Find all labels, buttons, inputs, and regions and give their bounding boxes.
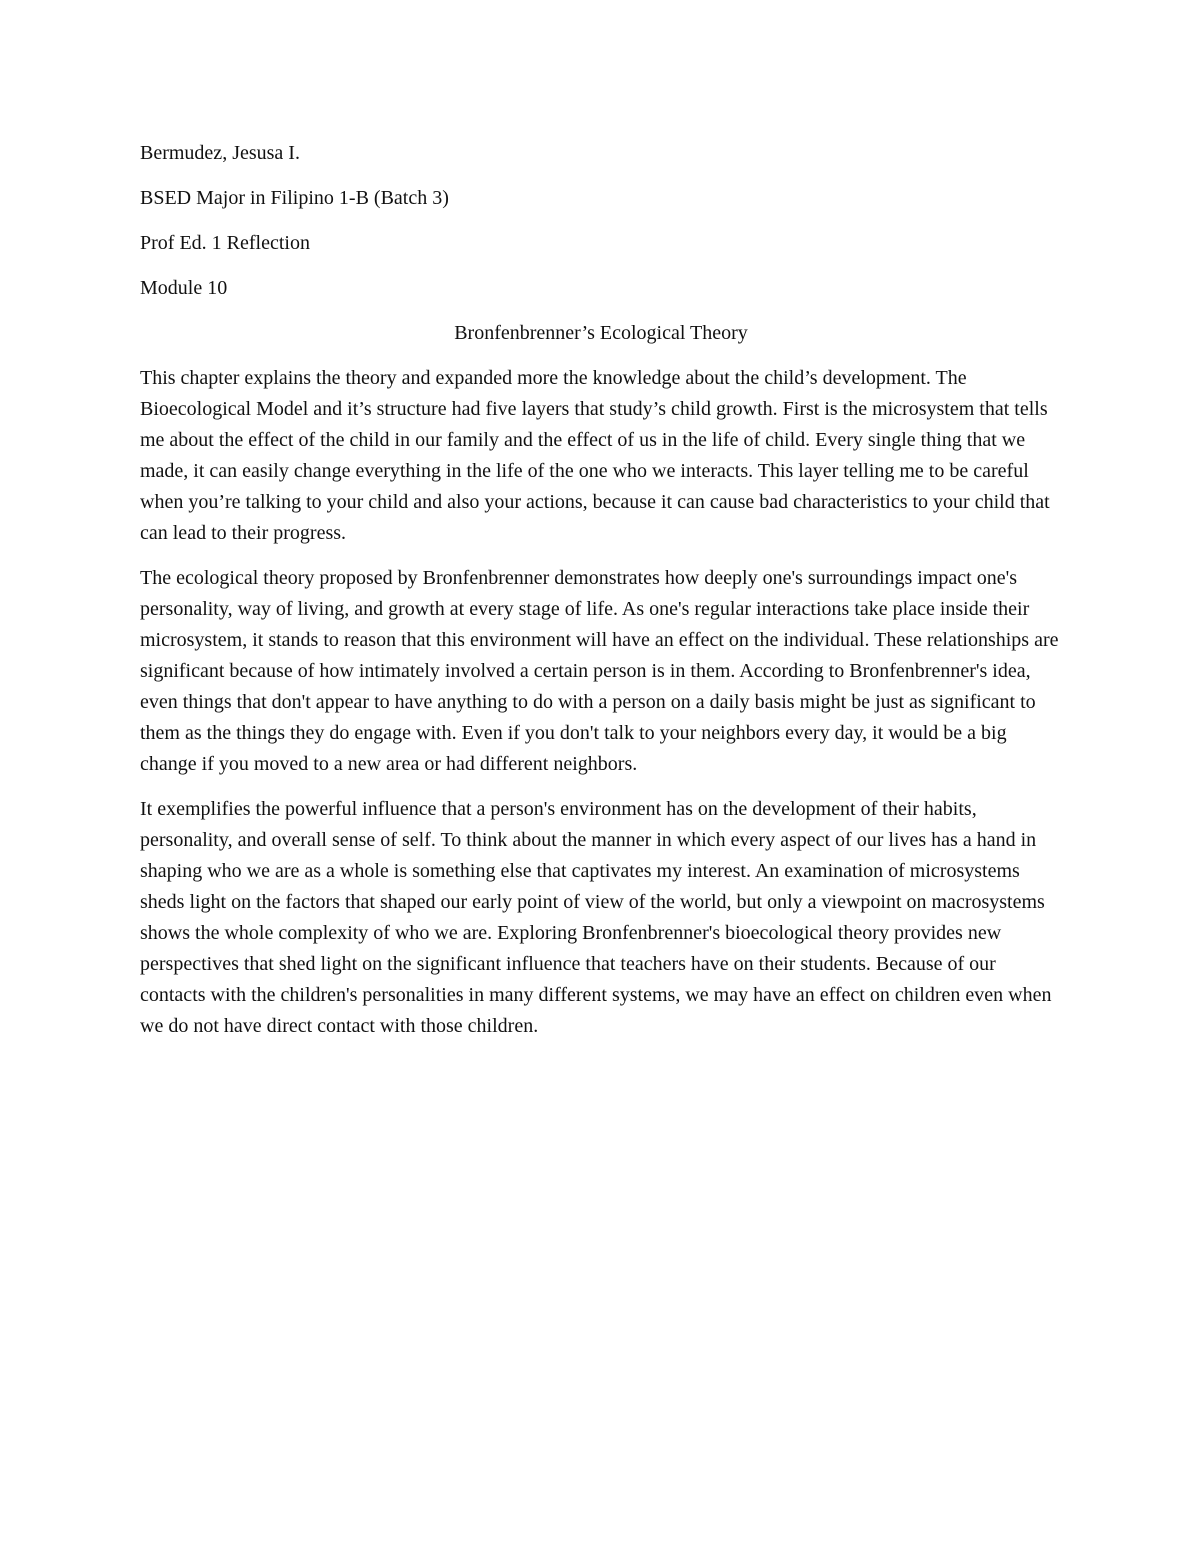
document-body [140, 138, 1062, 1056]
document-title: Bronfenbrenner’s Ecological Theory [454, 322, 748, 344]
paragraph-3: It exemplifies the powerful influence that a person's environment has on the development of their habits, personality, and overall sense of self. To think about the manner in which every aspect of our lives has a hand in shaping who we are as a whole is something else that captivates my interest. An examination of microsystems sheds light on the factors that shaped our early point of view of the world, but only a viewpoint on macrosystems shows the whole complexity of who we are. Exploring Bronfenbrenner's bioecological theory provides new perspectives that shed light on the significant influence that teachers have on their students. Because of our contacts with the children's personalities in many different systems, we may have an effect on children even when we do not have direct contact with those children. [140, 798, 1052, 1037]
paragraph-2: The ecological theory proposed by Bronfenbrenner demonstrates how deeply one's surroundings impact one's personality, way of living, and growth at every stage of life. As one's regular interactions take place inside their microsystem, it stands to reason that this environment will have an effect on the individual. These relationships are significant because of how intimately involved a certain person is in them. According to Bronfenbrenner's idea, even things that don't appear to have anything to do with a person on a daily basis might be just as significant to them as the things they do engage with. Even if you don't talk to your neighbors every day, it would be a big change if you moved to a new area or had different neighbors. [140, 567, 1059, 775]
module-line: Module 10 [140, 277, 228, 299]
subject-line: Prof Ed. 1 Reflection [140, 232, 310, 254]
author-name: Bermudez, Jesusa I. [140, 142, 300, 164]
course-line: BSED Major in Filipino 1-B (Batch 3) [140, 187, 449, 209]
paragraph-1: This chapter explains the theory and expanded more the knowledge about the child’s development. The Bioecological Model and it’s structure had five layers that study’s child growth. First is the microsystem that tells me about the effect of the child in our family and the effect of us in the life of child. Every single thing that we made, it can easily change everything in the life of the one who we interacts. This layer telling me to be careful when you’re talking to your child and also your actions, because it can cause bad characteristics to your child that can lead to their progress. [140, 367, 1050, 544]
